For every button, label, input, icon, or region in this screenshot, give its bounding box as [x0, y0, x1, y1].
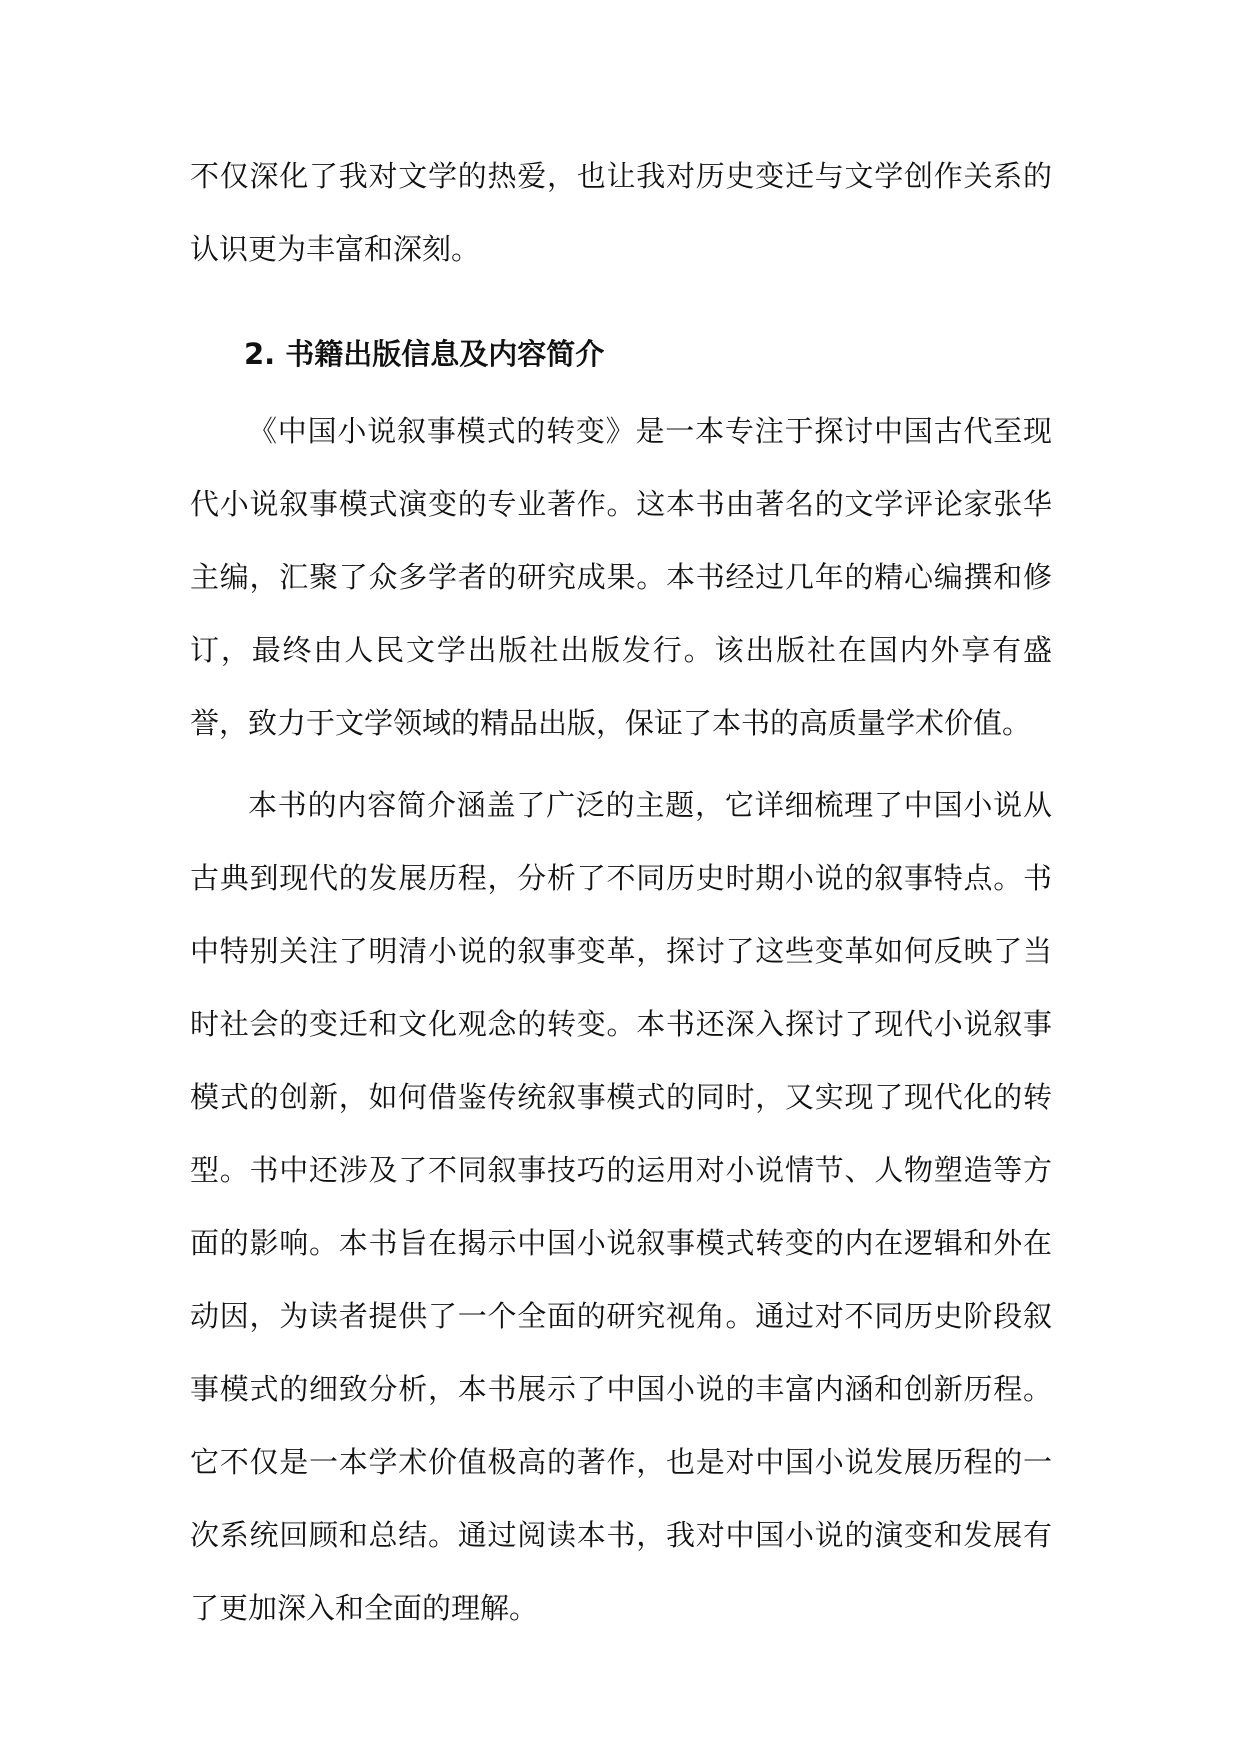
- paragraph-content-summary: 本书的内容简介涵盖了广泛的主题，它详细梳理了中国小说从古典到现代的发展历程，分析了不同历史时期小说的叙事特点。书中特别关注了明清小说的叙事变革，探讨了这些变革如何反映了当时社会的变迁和文化观念的转变。本书还深入探讨了现代小说叙事模式的创新，如何借鉴传统叙事模式的同时，又实现了现代化的转型。书中还涉及了不同叙事技巧的运用对小说情节、人物塑造等方面的影响。本书旨在揭示中国小说叙事模式转变的内在逻辑和外在动因，为读者提供了一个全面的研究视角。通过对不同历史阶段叙事模式的细致分析，本书展示了中国小说的丰富内涵和创新历程。它不仅是一本学术价值极高的著作，也是对中国小说发展历程的一次系统回顾和总结。通过阅读本书，我对中国小说的演变和发展有了更加深入和全面的理解。: [190, 788, 1052, 1625]
- section-heading: 2. 书籍出版信息及内容简介: [244, 337, 605, 371]
- paragraph-publication-info: 《中国小说叙事模式的转变》是一本专注于探讨中国古代至现代小说叙事模式演变的专业著作。这本书由著名的文学评论家张华主编，汇聚了众多学者的研究成果。本书经过几年的精心编撰和修订，最终由人民文学出版社出版发行。该出版社在国内外享有盛誉，致力于文学领域的精品出版，保证了本书的高质量学术价值。: [190, 414, 1052, 740]
- paragraph-continuation: 不仅深化了我对文学的热爱，也让我对历史变迁与文学创作关系的认识更为丰富和深刻。: [190, 159, 1052, 266]
